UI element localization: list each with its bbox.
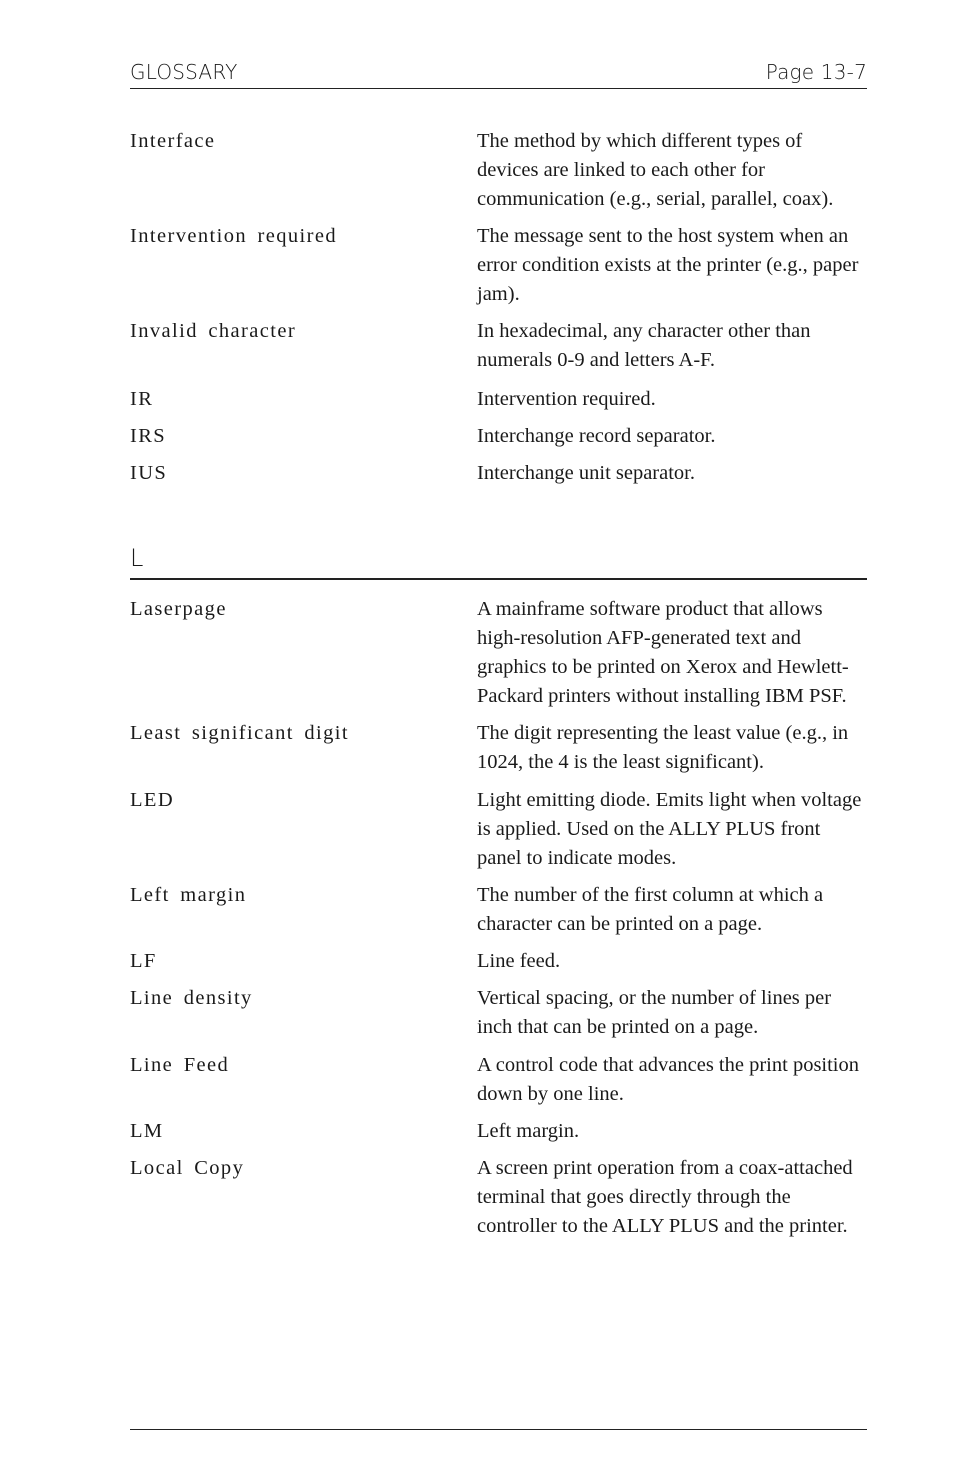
glossary-term: Line Feed: [130, 1054, 230, 1076]
glossary-section-i: [130, 127, 867, 488]
header-page-number: Page 13-7: [765, 60, 867, 84]
glossary-term: LM: [130, 1120, 164, 1142]
glossary-term: LF: [130, 950, 157, 972]
glossary-definition: Line feed.: [477, 950, 561, 972]
glossary-definition: Interchange unit separator.: [477, 462, 696, 484]
glossary-entry: [130, 595, 867, 711]
glossary-definition: Left margin.: [477, 1120, 580, 1142]
header-section-title: GLOSSARY: [130, 60, 238, 84]
glossary-definition: Interchange record separator.: [477, 425, 716, 447]
glossary-entry: [130, 1154, 867, 1241]
glossary-term: Left margin: [130, 884, 247, 906]
glossary-term: Least significant digit: [130, 722, 349, 744]
glossary-section-l: [130, 595, 867, 1241]
glossary-entry: [130, 881, 867, 939]
document-page: [130, 0, 867, 1475]
glossary-definition: A mainframe software product that allows high-resolution AFP-generated text and graphics to be printed on Xerox and Hewlett-Packard printers without installing IBM PSF.: [477, 598, 849, 707]
glossary-definition: A screen print operation from a coax-attached terminal that goes directly through the controller to the ALLY PLUS and the printer.: [477, 1157, 853, 1237]
glossary-entry: [130, 786, 867, 873]
footer-rule: [130, 1429, 867, 1430]
glossary-definition: The digit representing the least value (e.g., in 1024, the 4 is the least significant).: [477, 722, 849, 773]
glossary-entry: [130, 385, 867, 414]
glossary-entry: [130, 947, 867, 976]
glossary-term: LED: [130, 789, 175, 811]
glossary-term: Invalid character: [130, 320, 297, 342]
glossary-definition: The method by which different types of devices are linked to each other for communication (e.g., serial, parallel, coax).: [477, 130, 834, 210]
glossary-definition: Intervention required.: [477, 388, 656, 410]
glossary-entry: [130, 1051, 867, 1109]
glossary-definition: A control code that advances the print position down by one line.: [477, 1054, 860, 1105]
glossary-definition: Vertical spacing, or the number of lines per inch that can be printed on a page.: [477, 987, 832, 1038]
glossary-definition: The message sent to the host system when an error condition exists at the printer (e.g., paper jam).: [477, 225, 859, 305]
glossary-definition: The number of the first column at which a character can be printed on a page.: [477, 884, 824, 935]
glossary-term: IR: [130, 388, 154, 410]
glossary-term: Intervention required: [130, 225, 338, 247]
glossary-entry: [130, 984, 867, 1042]
glossary-term: Local Copy: [130, 1157, 245, 1179]
glossary-entry: [130, 1117, 867, 1146]
running-header: [130, 58, 867, 89]
glossary-definition: In hexadecimal, any character other than numerals 0-9 and letters A-F.: [477, 320, 811, 371]
section-heading-letter: L: [130, 541, 867, 580]
glossary-entry: [130, 719, 867, 777]
glossary-entry: [130, 127, 867, 214]
glossary-entry: [130, 422, 867, 451]
glossary-entry: [130, 317, 867, 375]
glossary-term: IRS: [130, 425, 167, 447]
glossary-entry: [130, 459, 867, 488]
glossary-definition: Light emitting diode. Emits light when voltage is applied. Used on the ALLY PLUS front panel to indicate modes.: [477, 789, 862, 869]
glossary-term: Line density: [130, 987, 253, 1009]
glossary-entry: [130, 222, 867, 309]
glossary-term: Interface: [130, 130, 216, 152]
glossary-term: IUS: [130, 462, 168, 484]
glossary-term: Laserpage: [130, 598, 227, 620]
